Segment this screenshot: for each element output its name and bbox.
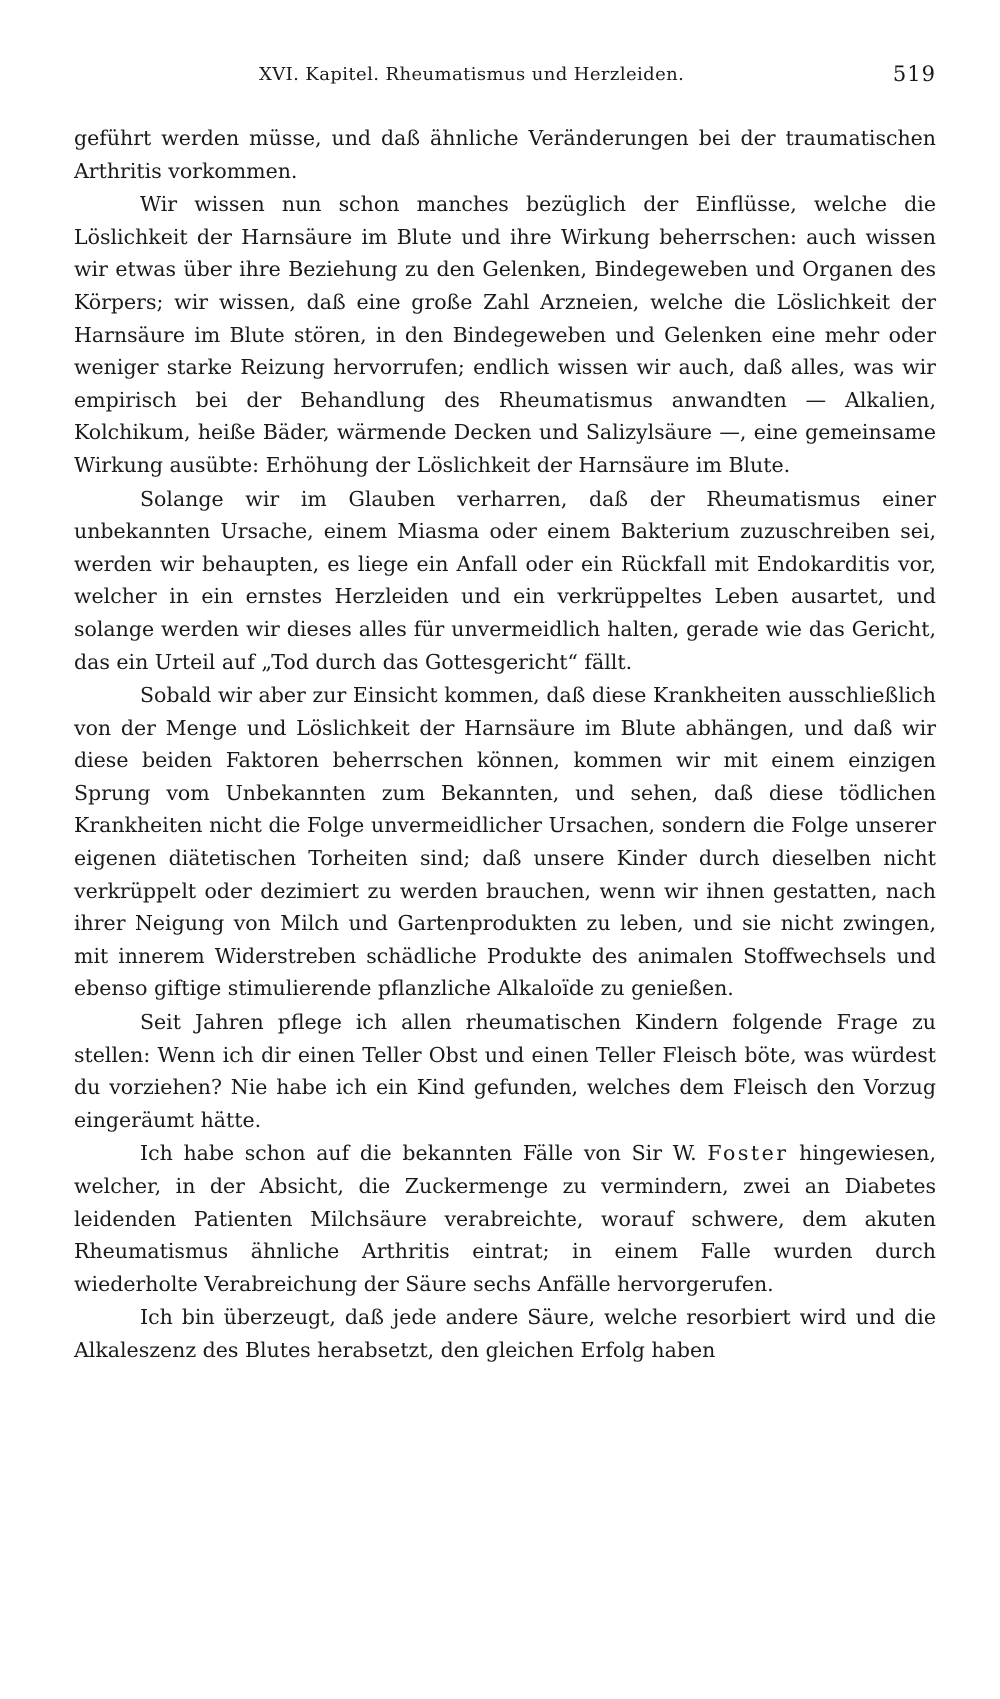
paragraph-6 — [74, 1137, 936, 1300]
paragraph-4: Sobald wir aber zur Einsicht kommen, daß diese Krankheiten ausschließlich von der Menge und Löslichkeit der Harnsäure im Blute abhängen, und daß wir diese beiden Faktoren beherrschen können, kommen wir mit einem einzigen Sprung vom Unbekannten zum Bekannten, und sehen, daß diese tödlichen Krankheiten nicht die Folge unvermeidlicher Ursachen, sondern die Folge unserer eigenen diätetischen Torheiten sind; daß unsere Kinder durch dieselben nicht verkrüppelt oder dezimiert zu werden brauchen, wenn wir ihnen gestatten, nach ihrer Neigung von Milch und Gartenprodukten zu leben, und sie nicht zwingen, mit innerem Widerstreben schädliche Produkte des animalen Stoffwechsels und ebenso giftige stimulierende pflanzliche Alkaloïde zu genießen. — [74, 683, 936, 1001]
paragraph-2: Wir wissen nun schon manches bezüglich der Einflüsse, welche die Löslichkeit der Harnsäure im Blute und ihre Wirkung beherrschen: auch wissen wir etwas über ihre Beziehung zu den Gelenken, Bindegeweben und Organen des Körpers; wir wissen, daß eine große Zahl Arzneien, welche die Löslichkeit der Harnsäure im Blute stören, in den Bindegeweben und Gelenken eine mehr oder weniger starke Reizung hervorrufen; endlich wissen wir auch, daß alles, was wir empirisch bei der Behandlung des Rheumatismus anwandten — Alkalien, Kolchikum, heiße Bäder, wärmende Decken und Salizylsäure —, eine gemeinsame Wirkung ausübte: Erhöhung der Löslichkeit der Harnsäure im Blute. — [74, 192, 936, 477]
chapter-title: XVI. Kapitel. Rheumatismus und Herzleiden. — [259, 64, 685, 85]
paragraph-6-lead: Ich habe schon auf die bekannten Fälle von Sir W. — [140, 1141, 708, 1166]
running-head — [74, 60, 936, 100]
body-text — [74, 122, 936, 1367]
page-number: 519 — [892, 62, 936, 86]
paragraph-1: geführt werden müsse, und daß ähnliche Veränderungen bei der traumatischen Arthritis vorkommen. — [74, 126, 936, 183]
paragraph-3: Solange wir im Glauben verharren, daß der Rheumatismus einer unbekannten Ursache, einem Miasma oder einem Bakterium zuzuschreiben sei, werden wir behaupten, es liege ein Anfall oder ein Rückfall mit Endokarditis vor, welcher in ein ernstes Herzleiden und ein verkrüppeltes Leben ausartet, und solange werden wir dieses alles für unvermeidlich halten, gerade wie das Gericht, das ein Urteil auf „Tod durch das Gottesgericht“ fällt. — [74, 486, 936, 674]
paragraph-7: Ich bin überzeugt, daß jede andere Säure, welche resorbiert wird und die Alkaleszenz des Blutes herabsetzt, den gleichen Erfolg haben — [74, 1305, 936, 1362]
book-page — [74, 60, 936, 1368]
author-name-foster: Foster — [707, 1141, 789, 1166]
paragraph-5: Seit Jahren pflege ich allen rheumatischen Kindern folgende Frage zu stellen: Wenn ich dir einen Teller Obst und einen Teller Fleisch böte, was würdest du vorziehen? Nie habe ich ein Kind gefunden, welches dem Fleisch den Vorzug eingeräumt hätte. — [74, 1010, 936, 1132]
paragraph-6-rest: hingewiesen, welcher, in der Absicht, die Zuckermenge zu vermindern, zwei an Diabetes leidenden Patienten Milchsäure verabreichte, worauf schwere, dem akuten Rheumatismus ähnliche Arthritis eintrat; in einem Falle wurden durch wiederholte Verabreichung der Säure sechs Anfälle hervorgerufen. — [74, 1141, 937, 1296]
